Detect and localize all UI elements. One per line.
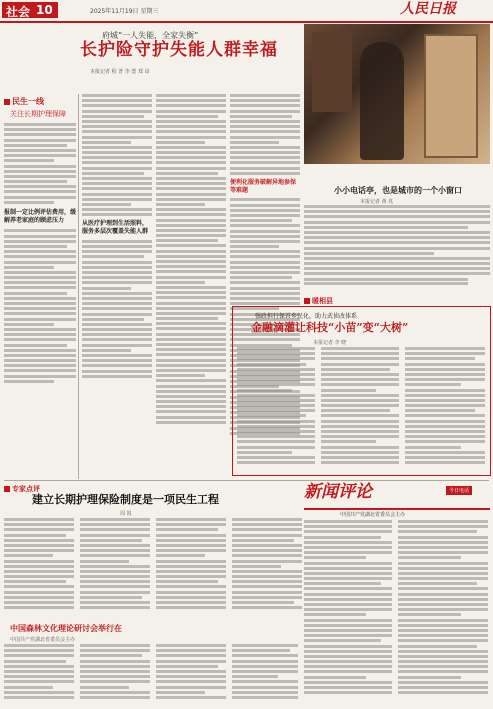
sub-heading-2: 从医疗护理到生活照料，服务多层次覆盖失能人群	[82, 220, 149, 236]
commentary-subtitle: 中国共产党湖北省委员会主办	[340, 512, 406, 518]
expert-body-2	[80, 518, 150, 618]
photo-story-title: 小小电话亭，也是城市的一个小窗口	[334, 185, 462, 195]
left-column	[4, 96, 76, 478]
expert-body-1	[4, 518, 74, 618]
expert-body-4	[232, 518, 302, 618]
commentary-label: 新闻评论	[304, 482, 372, 502]
expert-body-3	[156, 518, 226, 618]
commentary-body-2	[398, 520, 488, 706]
lead-title: 长护险守护失能人群幸福	[80, 40, 278, 60]
notice-box	[4, 622, 299, 706]
warm-column-2	[321, 347, 399, 471]
photo-story-body	[304, 205, 490, 290]
text-lines	[4, 229, 76, 382]
body-column-3	[156, 94, 226, 479]
warm-story-box	[232, 306, 491, 476]
square-bullet-icon	[304, 298, 310, 304]
section-subtitle: 关注长期护理保障	[10, 110, 66, 118]
expert-byline: 周 锐	[120, 511, 132, 517]
notice-body-3	[156, 644, 226, 704]
text-lines	[82, 94, 152, 216]
warm-kicker: 强政担行保首乡民化，助力武侦改体系	[255, 313, 358, 320]
page-number: 10	[36, 3, 53, 17]
lead-kicker: 府城“一人失能，全家失衡”	[102, 31, 199, 40]
expert-title: 建立长期护理保险制度是一项民生工程	[32, 493, 219, 506]
photo-box	[304, 24, 490, 164]
sub-heading-3: 便利化服务破解异地参保等难题	[230, 178, 297, 194]
notice-body-2	[80, 644, 150, 704]
photo-figure	[360, 42, 404, 160]
commentary-tag: 今日电话	[446, 486, 472, 495]
photo-caption	[304, 282, 490, 288]
text-lines	[230, 94, 300, 175]
section-badge	[2, 2, 58, 18]
section-title-minsheng: 民生一线	[4, 96, 76, 107]
square-bullet-icon	[4, 486, 10, 492]
warm-section-label: 暖相县	[304, 296, 333, 306]
notice-subtitle: 中国共产党湖北省委员会主办	[10, 637, 76, 643]
notice-title: 中国森林文化理论研讨会举行在	[10, 623, 122, 633]
expert-section-label: 专家点评	[4, 484, 40, 494]
warm-title: 金融滴灌让科技“小苗”变“大树”	[251, 321, 409, 334]
column-divider	[78, 94, 79, 479]
lead-headline-block	[80, 27, 295, 91]
warm-column-1	[237, 347, 315, 471]
commentary-body-1	[304, 520, 392, 706]
square-bullet-icon	[4, 99, 10, 105]
section-name: 社会	[6, 5, 31, 19]
body-column-2	[82, 94, 152, 479]
notice-body-4	[232, 644, 298, 704]
notice-body-1	[4, 644, 74, 704]
photo-shelf	[312, 32, 352, 112]
warm-column-3	[405, 347, 485, 471]
masthead-rule	[0, 21, 493, 23]
text-lines	[4, 123, 76, 204]
sub-heading-1: 报制一定比例评估费用，缓解养老家庭的顾虑压力	[4, 208, 77, 224]
commentary-rule	[304, 508, 490, 510]
masthead	[0, 0, 493, 22]
text-lines	[304, 205, 490, 281]
newspaper-logo: 人民日报	[400, 1, 456, 17]
warm-byline: 本报记者 李 晓	[313, 340, 347, 346]
text-lines	[82, 240, 152, 378]
text-lines	[156, 94, 226, 424]
photo-story-byline: 本报记者 黄 兆	[360, 199, 394, 205]
photo-booth	[424, 34, 478, 158]
issue-date: 2025年11月19日 星期三	[90, 8, 159, 15]
lead-byline: 本报记者 程 普 李 蔷 郑 昂	[90, 69, 150, 75]
horizontal-divider	[4, 480, 489, 481]
commentary-header	[304, 484, 490, 508]
